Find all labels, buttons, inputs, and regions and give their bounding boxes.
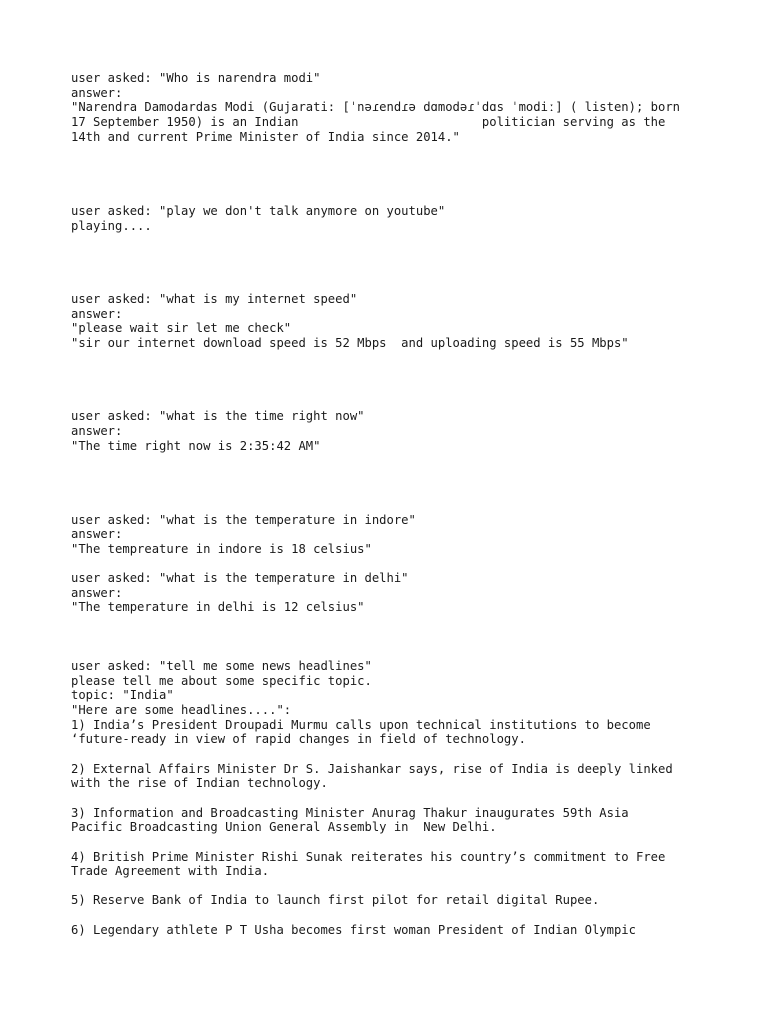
news-topic: topic: "India" bbox=[71, 688, 174, 702]
headline-3-line-1: 3) Information and Broadcasting Minister Anurag Thakur inaugurates 59th Asia bbox=[71, 806, 629, 820]
headline-3-line-2: Pacific Broadcasting Union General Assembly in New Delhi. bbox=[71, 820, 497, 834]
headline-4-line-1: 4) British Prime Minister Rishi Sunak reiterates his country’s commitment to Free bbox=[71, 850, 666, 864]
news-question: user asked: "tell me some news headlines" bbox=[71, 659, 372, 673]
news-topic-prompt: please tell me about some specific topic. bbox=[71, 674, 372, 688]
speed-answer-wait: "please wait sir let me check" bbox=[71, 321, 292, 335]
youtube-question: user asked: "play we don't talk anymore on youtube" bbox=[71, 204, 446, 218]
headline-2-line-1: 2) External Affairs Minister Dr S. Jaishankar says, rise of India is deeply linked bbox=[71, 762, 673, 776]
delhi-temp-question: user asked: "what is the temperature in delhi" bbox=[71, 571, 409, 585]
answer-label: answer: bbox=[71, 424, 123, 438]
time-answer: "The time right now is 2:35:42 AM" bbox=[71, 439, 321, 453]
headline-2-line-2: with the rise of Indian technology. bbox=[71, 776, 328, 790]
headline-4-line-2: Trade Agreement with India. bbox=[71, 864, 270, 878]
modi-question: user asked: "Who is narendra modi" bbox=[71, 71, 321, 85]
answer-label: answer: bbox=[71, 527, 123, 541]
news-intro: "Here are some headlines....": bbox=[71, 703, 292, 717]
time-question: user asked: "what is the time right now" bbox=[71, 409, 365, 423]
answer-label: answer: bbox=[71, 86, 123, 100]
indore-temp-question: user asked: "what is the temperature in indore" bbox=[71, 513, 416, 527]
speed-answer-result: "sir our internet download speed is 52 Mbps and uploading speed is 55 Mbps" bbox=[71, 336, 629, 350]
speed-question: user asked: "what is my internet speed" bbox=[71, 292, 358, 306]
answer-label: answer: bbox=[71, 307, 123, 321]
indore-temp-answer: "The tempreature in indore is 18 celsius" bbox=[71, 542, 372, 556]
headline-1-line-1: 1) India’s President Droupadi Murmu calls upon technical institutions to become bbox=[71, 718, 651, 732]
answer-label: answer: bbox=[71, 586, 123, 600]
headline-1-line-2: ‘future-ready in view of rapid changes in field of technology. bbox=[71, 732, 526, 746]
headline-5: 5) Reserve Bank of India to launch first pilot for retail digital Rupee. bbox=[71, 893, 600, 907]
delhi-temp-answer: "The temperature in delhi is 12 celsius" bbox=[71, 600, 365, 614]
modi-answer-line-2: 17 September 1950) is an Indian politician serving as the bbox=[71, 115, 666, 129]
modi-answer-line-3: 14th and current Prime Minister of India since 2014." bbox=[71, 130, 460, 144]
modi-answer-line-1: "Narendra Damodardas Modi (Gujarati: [ˈnəɾendɾə dɑmodəɾˈdɑs ˈmodiː] ( listen); born bbox=[71, 100, 681, 114]
headline-6-line-1: 6) Legendary athlete P T Usha becomes first woman President of Indian Olympic bbox=[71, 923, 636, 937]
youtube-response: playing.... bbox=[71, 219, 152, 233]
